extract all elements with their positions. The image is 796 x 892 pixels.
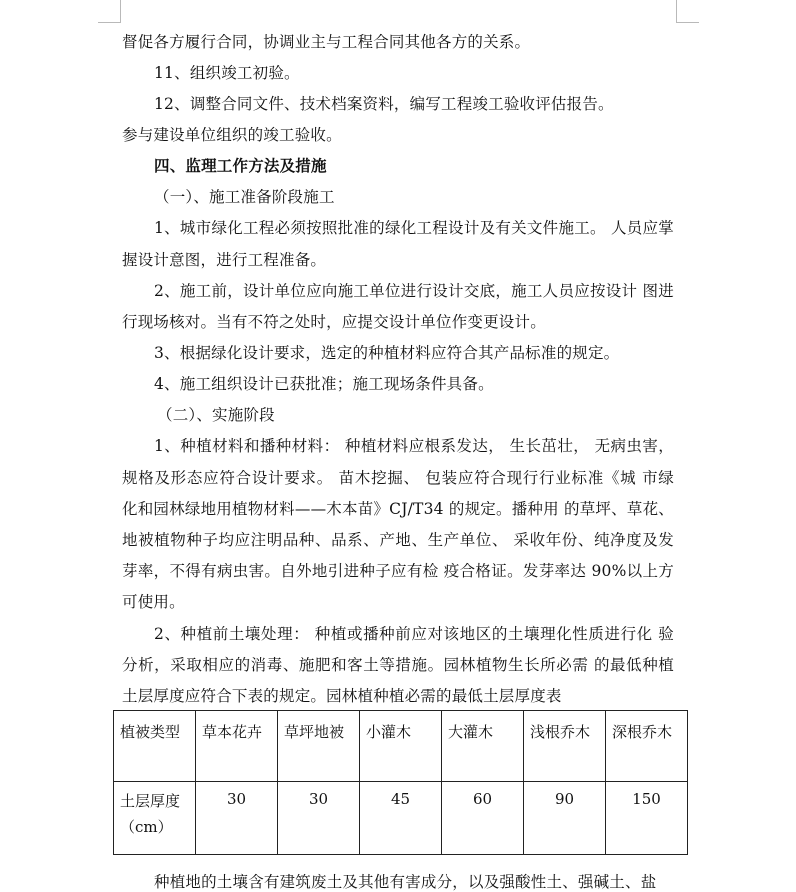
paragraph-line: 1、种植材料和播种材料： 种植材料应根系发达， 生长茁壮， 无病虫害， xyxy=(154,437,674,455)
table-header-cell: 植被类型 xyxy=(114,711,196,782)
paragraph-line: 2、施工前，设计单位应向施工单位进行设计交底，施工人员应按设计 图进 xyxy=(154,282,674,300)
table-header-row xyxy=(114,711,688,782)
paragraph-line: 12、调整合同文件、技术档案资料，编写工程竣工验收评估报告。 xyxy=(154,95,614,113)
table-cell: 30 xyxy=(278,782,360,855)
paragraph-line: 可使用。 xyxy=(122,593,185,611)
section-heading: 四、监理工作方法及措施 xyxy=(154,156,327,175)
crop-mark-top-right xyxy=(676,0,699,23)
paragraph-line: 行现场核对。当有不符之处时，应提交设计单位作变更设计。 xyxy=(122,313,546,331)
paragraph-line: 分析，采取相应的消毒、施肥和客土等措施。园林植物生长所必需 的最低种植 xyxy=(122,656,674,674)
paragraph-line: 督促各方履行合同，协调业主与工程合同其他各方的关系。 xyxy=(122,33,531,51)
table-header-cell: 小灌木 xyxy=(360,711,442,782)
table-row xyxy=(114,782,688,855)
paragraph-line: 11、组织竣工初验。 xyxy=(154,64,300,82)
table-header-cell: 浅根乔木 xyxy=(524,711,606,782)
paragraph-line: 参与建设单位组织的竣工验收。 xyxy=(122,126,342,144)
paragraph-line: 土层厚度应符合下表的规定。园林植种植必需的最低土层厚度表 xyxy=(122,687,562,705)
soil-depth-table xyxy=(113,710,688,855)
table-cell: 30 xyxy=(196,782,278,855)
paragraph-line: 化和园林绿地用植物材料——木本苗》CJ/T34 的规定。播种用 的草坪、草花、 xyxy=(122,500,674,518)
table-cell: 60 xyxy=(442,782,524,855)
table-header-cell: 草本花卉 xyxy=(196,711,278,782)
row-label-line-1: 土层厚度 xyxy=(120,792,181,810)
table-header-cell: 草坪地被 xyxy=(278,711,360,782)
table-row-label xyxy=(114,782,196,855)
paragraph-line: 3、根据绿化设计要求，选定的种植材料应符合其产品标准的规定。 xyxy=(154,344,620,362)
table-cell: 45 xyxy=(360,782,442,855)
row-label-line-2: （cm） xyxy=(120,818,173,836)
paragraph-line: 规格及形态应符合设计要求。 苗木挖掘、 包装应符合现行行业标准《城 市绿 xyxy=(122,469,674,487)
table-cell: 90 xyxy=(524,782,606,855)
table-header-cell: 大灌木 xyxy=(442,711,524,782)
paragraph-line: 2、种植前土壤处理： 种植或播种前应对该地区的土壤理化性质进行化 验 xyxy=(154,625,674,643)
paragraph-line: 地被植物种子均应注明品种、品系、产地、生产单位、 采收年份、纯净度及发 xyxy=(122,531,674,549)
crop-mark-top-left xyxy=(98,0,121,23)
paragraph-line: 芽率，不得有病虫害。自外地引进种子应有检 疫合格证。发芽率达 90%以上方 xyxy=(122,562,674,580)
subsection-heading: （一）、施工准备阶段施工 xyxy=(154,188,335,206)
table-header-cell: 深根乔木 xyxy=(606,711,688,782)
subsection-heading: （二）、实施阶段 xyxy=(157,406,275,424)
cut-off-paragraph-line: 种植地的土壤含有建筑废土及其他有害成分，以及强酸性土、强碱土、盐 xyxy=(154,873,657,891)
paragraph-line: 握设计意图，进行工程准备。 xyxy=(122,251,327,269)
paragraph-line: 1、城市绿化工程必须按照批准的绿化工程设计及有关文件施工。 人员应掌 xyxy=(154,219,674,237)
table-cell: 150 xyxy=(606,782,688,855)
paragraph-line: 4、施工组织设计已获批准；施工现场条件具备。 xyxy=(154,375,494,393)
